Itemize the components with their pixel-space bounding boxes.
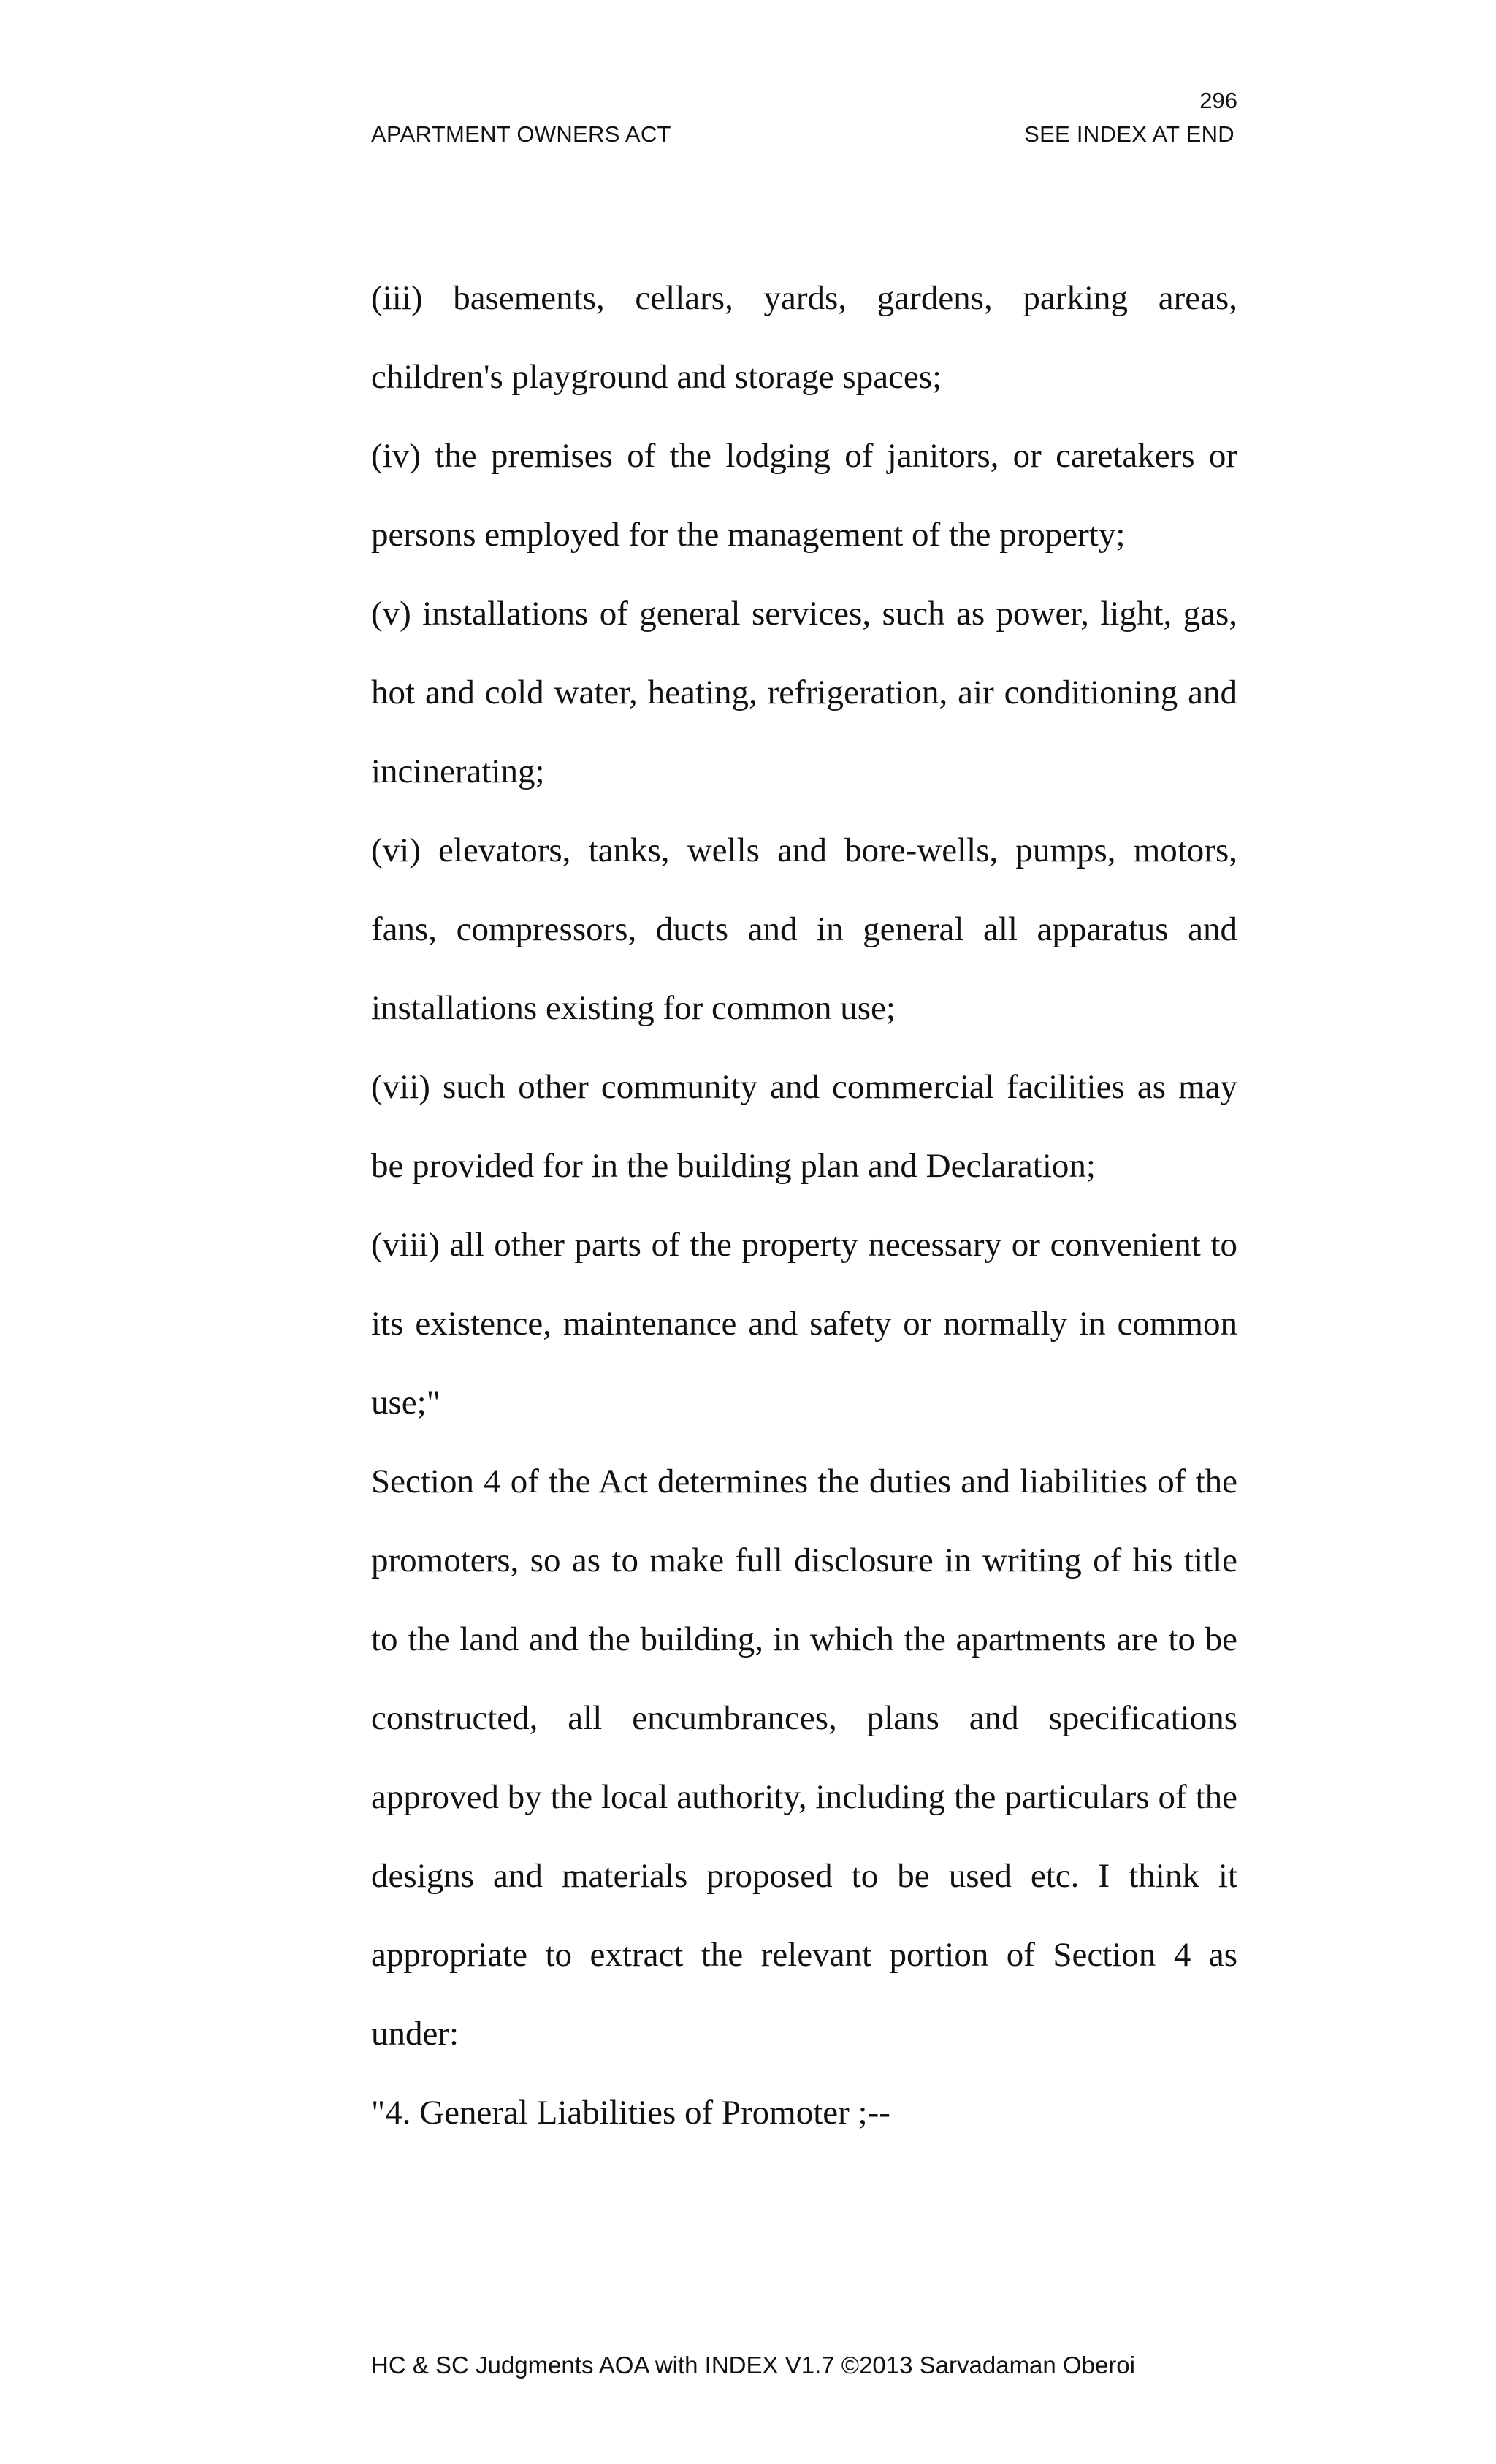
list-item-iv: (iv) the premises of the lodging of janitors, or caretakers or persons employed for the management of the property; <box>371 437 1237 554</box>
list-item-vi: (vi) elevators, tanks, wells and bore-wells, pumps, motors, fans, compressors, ducts and in general all apparatus and installations existing for common use; <box>371 831 1237 1027</box>
running-header-index-note: SEE INDEX AT END <box>1024 121 1234 147</box>
running-header-title: APARTMENT OWNERS ACT <box>371 121 671 147</box>
list-item-iii: (iii) basements, cellars, yards, gardens, parking areas, children's playground and storage spaces; <box>371 279 1237 396</box>
document-body <box>371 259 1237 2152</box>
list-item-v: (v) installations of general services, such as power, light, gas, hot and cold water, heating, refrigeration, air conditioning and incinerating; <box>371 595 1237 790</box>
list-item-vii: (vii) such other community and commercial facilities as may be provided for in the building plan and Declaration; <box>371 1068 1237 1185</box>
section-4-heading: "4. General Liabilities of Promoter ;-- <box>371 2094 890 2132</box>
page-footer: HC & SC Judgments AOA with INDEX V1.7 ©2013 Sarvadaman Oberoi <box>371 2352 1135 2379</box>
section-4-paragraph: Section 4 of the Act determines the duties and liabilities of the promoters, so as to make full disclosure in writing of his title to the land and the building, in which the apartments are to be constructed, all encumbrances, plans and specifications approved by the local authority, including the particulars of the designs and materials proposed to be used etc. I think it appropriate to extract the relevant portion of Section 4 as under: <box>371 1462 1237 2053</box>
page-number: 296 <box>1199 88 1237 113</box>
list-item-viii: (viii) all other parts of the property necessary or convenient to its existence, maintenance and safety or normally in common use;" <box>371 1226 1237 1422</box>
